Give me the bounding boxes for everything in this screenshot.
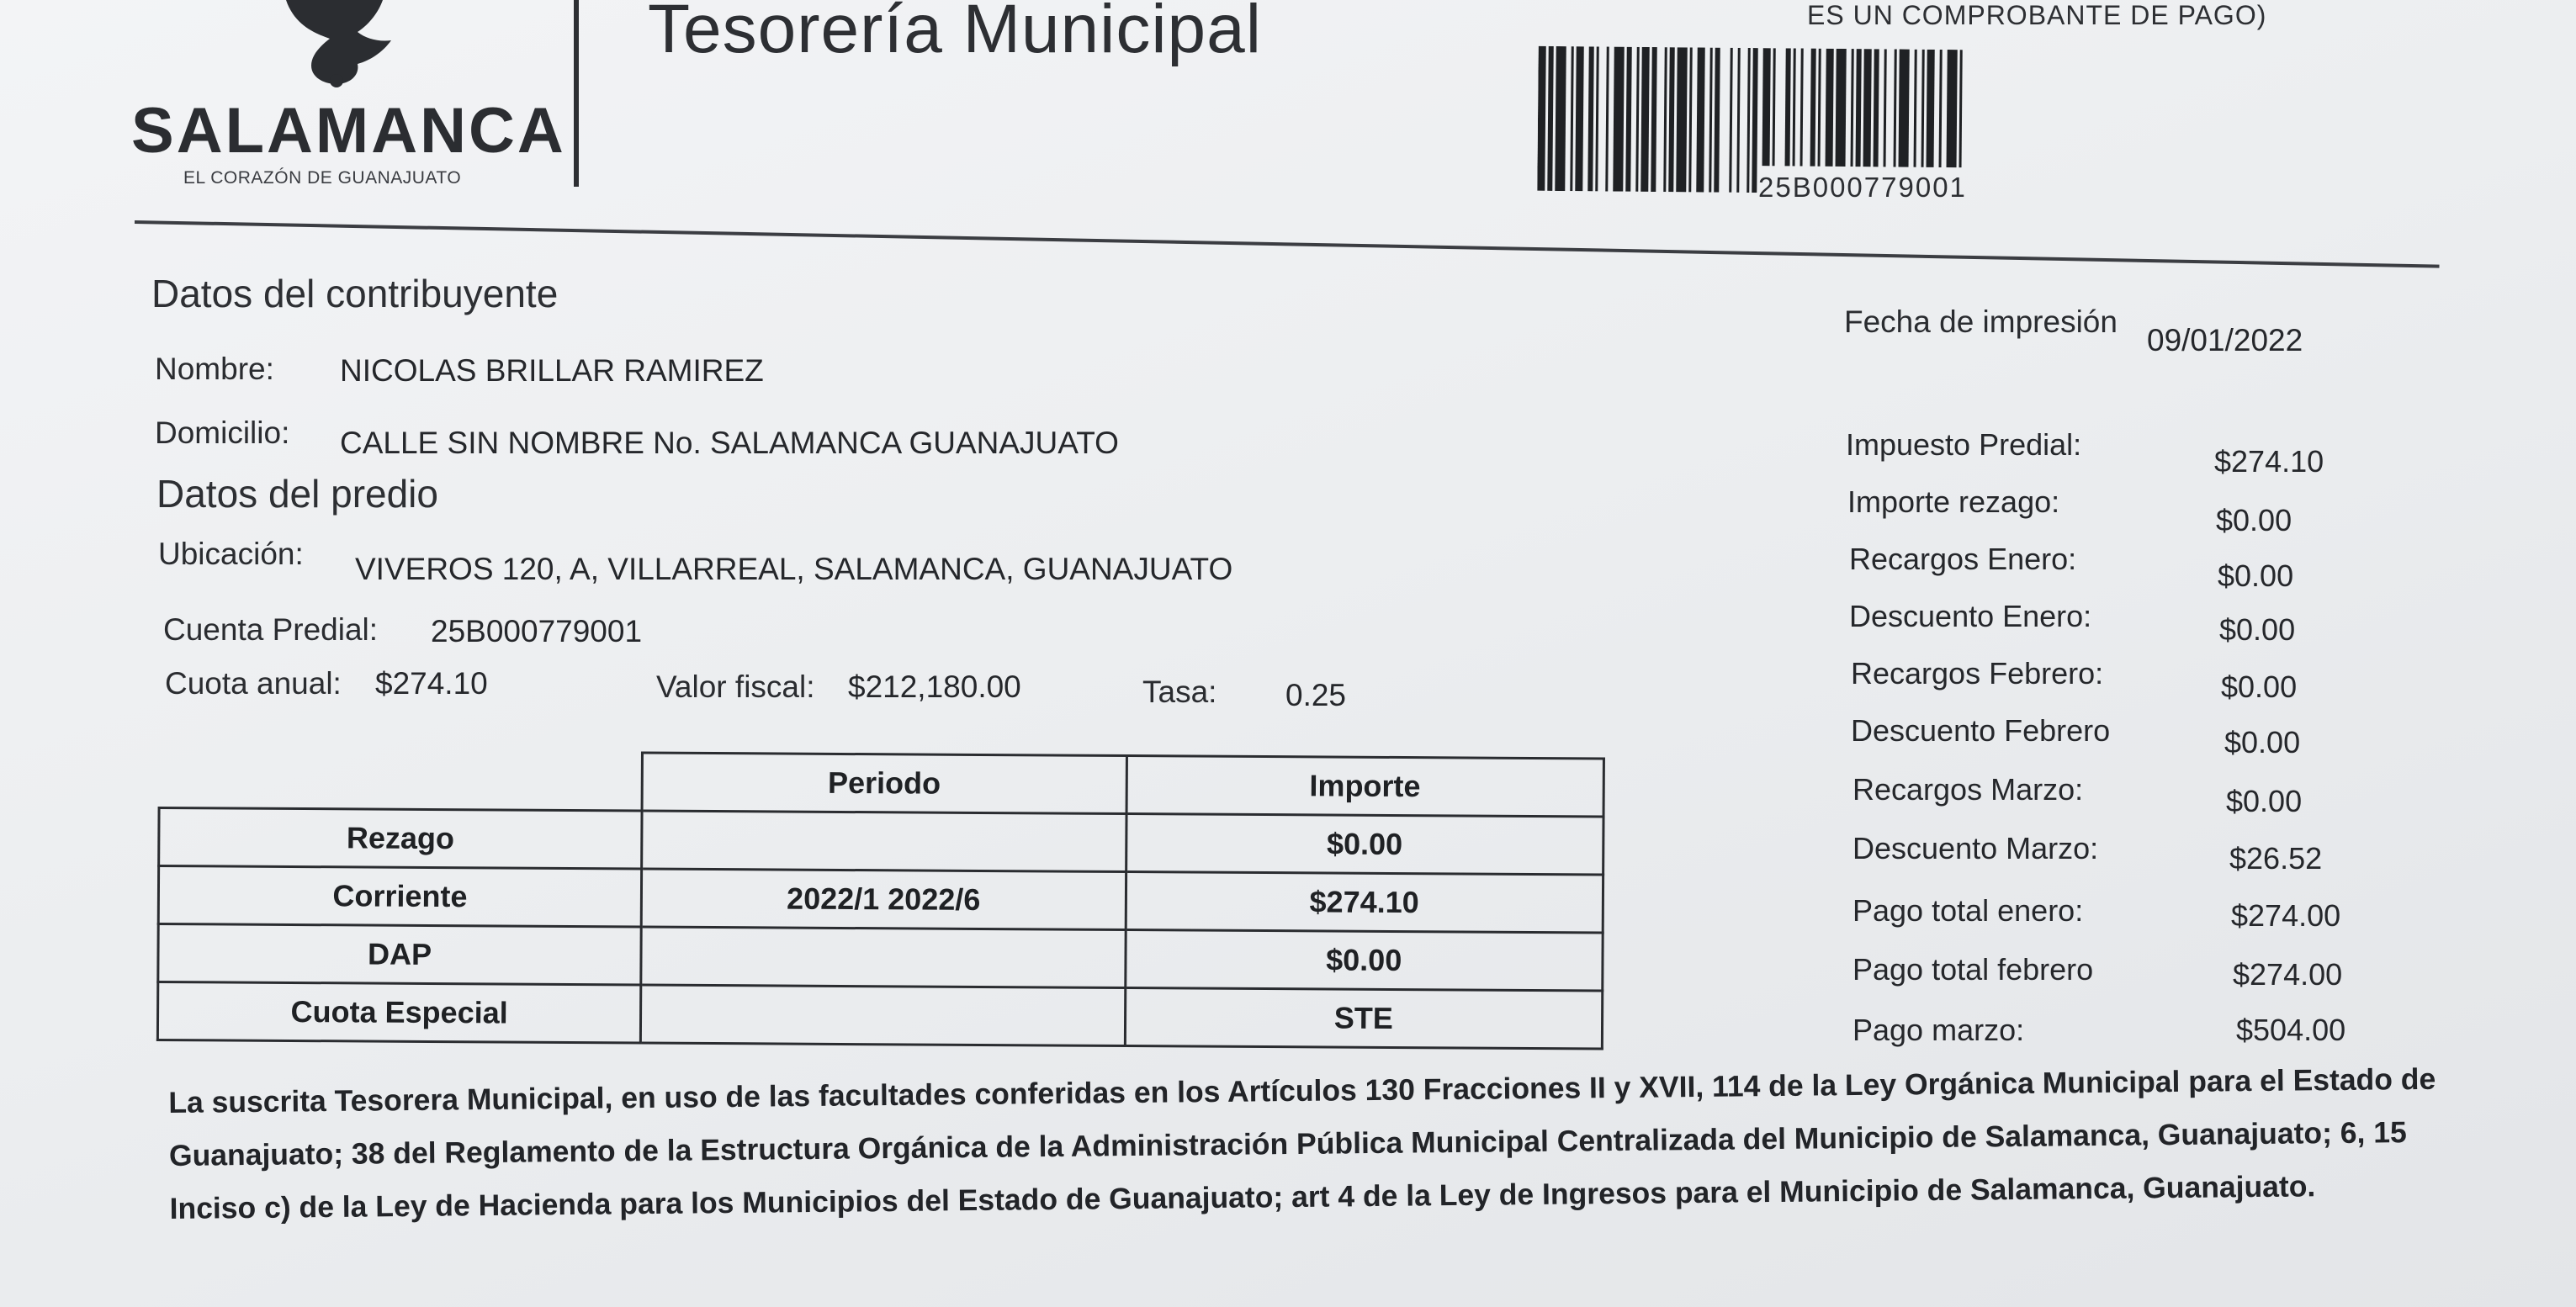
barcode-number: 25B000779001 [1758,172,1967,203]
summary-value: $0.00 [2216,503,2292,537]
table-cell-periodo [640,985,1125,1046]
print-date-label: Fecha de impresión [1844,304,2118,339]
summary-value: $0.00 [2219,612,2296,647]
summary-value: $504.00 [2236,1013,2346,1047]
table-row [158,924,1603,991]
summary-label: Importe rezago: [1847,484,2060,519]
nombre-label: Nombre: [155,352,274,386]
table-row [158,866,1603,933]
logo-tagline: EL CORAZÓN DE GUANAJUATO [183,168,462,188]
table-cell-importe: $0.00 [1125,930,1603,991]
table-header-importe: Importe [1126,756,1604,817]
header-rule [135,220,2440,268]
nombre-value: NICOLAS BRILLAR RAMIREZ [340,353,764,388]
domicilio-label: Domicilio: [155,415,290,450]
summary-label: Descuento Febrero [1851,713,2111,748]
receipt-note: ES UN COMPROBANTE DE PAGO) [1807,0,2267,30]
table-cell-concepto: Corriente [158,866,642,928]
summary-value: $274.00 [2231,898,2341,933]
summary-label: Descuento Enero: [1849,599,2092,633]
table-header-blank [159,750,643,812]
cuenta-predial-label: Cuenta Predial: [163,612,379,647]
table-cell-periodo [641,927,1126,988]
table-cell-periodo: 2022/1 2022/6 [641,869,1126,930]
table-row [159,808,1603,875]
table-header-periodo: Periodo [642,753,1126,814]
summary-value: $274.00 [2233,957,2343,992]
table-cell-importe: $274.10 [1126,872,1603,933]
summary-value: $274.10 [2214,444,2324,479]
table-cell-concepto: DAP [158,924,642,986]
domicilio-value: CALLE SIN NOMBRE No. SALAMANCA GUANAJUATO [340,426,1119,460]
tasa-value: 0.25 [1285,678,1347,712]
ubicacion-value: VIVEROS 120, A, VILLARREAL, SALAMANCA, GUANAJUATO [355,552,1233,586]
cuota-anual-value: $274.10 [375,666,488,701]
summary-label: Pago total enero: [1852,893,2084,928]
valor-fiscal-value: $212,180.00 [848,669,1021,704]
table-cell-periodo [642,811,1126,872]
table-header-row [159,750,1603,817]
salamanca-logo-icon [278,0,404,88]
valor-fiscal-label: Valor fiscal: [656,669,815,704]
logo-wordmark: SALAMANCA [131,95,566,167]
summary-label: Recargos Febrero: [1851,656,2104,691]
section-title-predio: Datos del predio [156,472,438,516]
summary-label: Pago marzo: [1852,1013,2025,1047]
summary-value: $0.00 [2221,669,2298,704]
summary-label: Impuesto Predial: [1846,427,2082,462]
cuota-anual-label: Cuota anual: [165,666,342,701]
table-cell-concepto: Cuota Especial [157,982,641,1044]
print-date-value: 09/01/2022 [2147,323,2303,357]
legal-paragraph: La suscrita Tesorera Municipal, en uso de las facultades conferidas en los Artículos 130 Fracciones II y XVII, 114 de la Ley Orgánica Municipal para el Estado de Guanajuato; 38 del Reglamento de la Estructura Orgánica de la Administración Pública Municipal Centralizada del Municipio de Salamanca, Guanajuato; 6, 15 Inciso c) de la Ley de Hacienda para los Municipios del Estado de Guanajuato; art 4 de la Ley de Ingresos para el Municipio de Salamanca, Guanajuato. [168,1061,2436,1225]
ubicacion-label: Ubicación: [158,537,304,571]
summary-label: Recargos Enero: [1849,542,2077,576]
table-cell-importe: STE [1125,988,1603,1049]
summary-value: $0.00 [2226,784,2303,818]
table-cell-concepto: Rezago [159,808,643,870]
summary-label: Descuento Marzo: [1852,831,2099,865]
cuenta-predial-value: 25B000779001 [431,614,643,648]
summary-value: $26.52 [2229,841,2323,876]
section-title-contribuyente: Datos del contribuyente [151,272,559,315]
office-title: Tesorería Municipal [648,0,1262,67]
table-row [157,982,1602,1049]
summary-label: Recargos Marzo: [1852,772,2084,807]
tasa-label: Tasa: [1142,675,1217,709]
periodos-table [156,749,1605,1050]
summary-label: Pago total febrero [1852,952,2094,987]
summary-value: $0.00 [2218,558,2294,593]
table-cell-importe: $0.00 [1126,814,1603,875]
summary-value: $0.00 [2224,725,2301,759]
header-divider [574,0,579,187]
